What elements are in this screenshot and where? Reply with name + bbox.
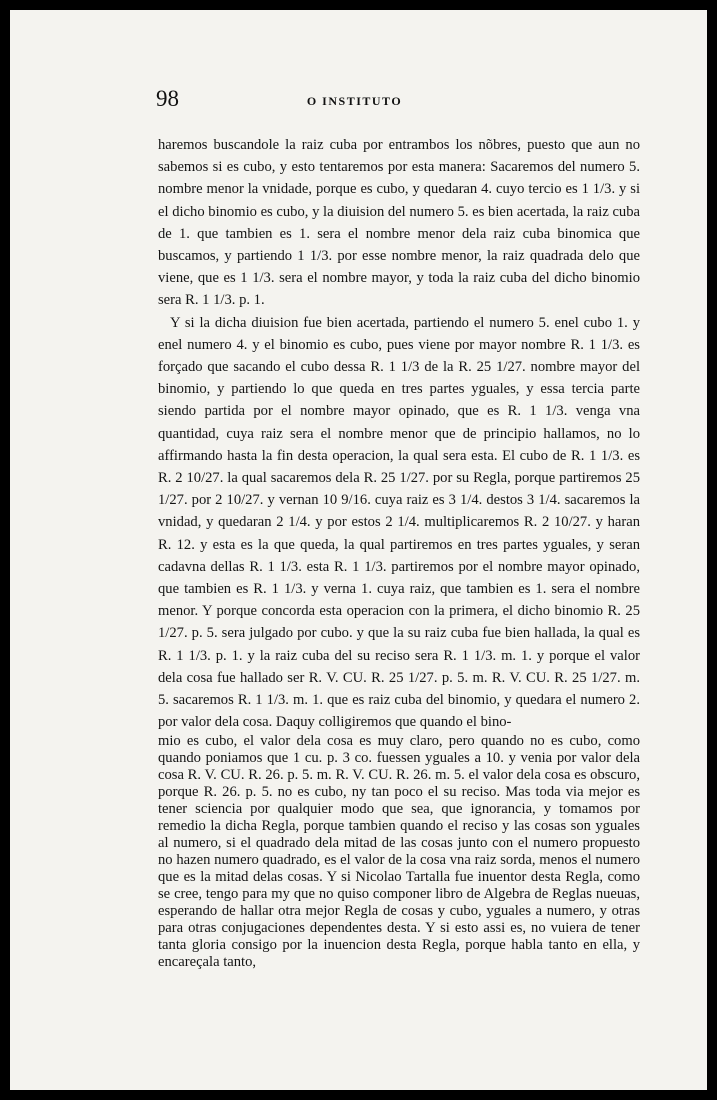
- paragraph-3: mio es cubo, el valor dela cosa es muy claro, pero quando no es cubo, como quando poniamos que 1 cu. p. 3 co. fuessen yguales a 10. y venia por valor dela cosa R. V. CU. R. 26. p. 5. m. R. V. CU. R. 26. m. 5. el valor dela cosa es obscuro, porque R. 26. p. 5. no es cubo, ny tan poco el su reciso. Mas toda via mejor es tener sciencia por qualquier modo que sea, que ignorancia, y tomamos por remedio la dicha Regla, porque tambien quando el reciso y las cosas son yguales al numero, si el quadrado dela mitad de las cosas junto con el numero propuesto no hazen numero quadrado, es el valor de la cosa vna raiz sorda, menos el numero que es la mitad delas cosas. Y si Nicolao Tartalla fue inuentor desta Regla, como se cree, tengo para my que no quiso componer libro de Algebra de Reglas nueuas, esperando de hallar otra mejor Regla de cosas y cubo, yguales a numero, y otras para otras conjugaciones dependentes desta. Y si esto assi es, no vuiera de tener tanta gloria consigo por la inuencion desta Regla, porque habla tanto en ella, y encareçala tanto,: [158, 733, 640, 971]
- running-title: O INSTITUTO: [306, 94, 403, 108]
- page-number: 98: [156, 86, 179, 111]
- paragraph-2: Y si la dicha diuision fue bien acertada, partiendo el numero 5. enel cubo 1. y enel numero 4. y el binomio es cubo, pues viene por mayor nombre R. 1 1/3. es forçado que sacando el cubo dessa R. 1 1/3 de la R. 25 1/27. nombre mayor del binomio, y partiendo lo que queda en tres partes yguales, y essa tercia parte siendo partida por el nombre mayor opinado, que es R. 1 1/3. venga vna quantidad, cuya raiz sera el nombre menor que de principio hallamos, no lo affirmando hasta la fin desta operacion, la qual sera esta. El cubo de R. 1 1/3. es R. 2 10/27. la qual sacaremos dela R. 25 1/27. por su Regla, porque partiremos 25 1/27. por 2 10/27. y vernan 10 9/16. cuya raiz es 3 1/4. destos 3 1/4. sacaremos la vnidad, y quedaran 2 1/4. y por estos 2 1/4. multiplicaremos R. 2 10/27. y haran R. 12. y esta es la que queda, la qual partiremos en tres partes yguales, y seran cadavna dellas R. 1 1/3. esta R. 1 1/3. partiremos por el nombre mayor opinado, que tambien es R. 1 1/3. y verna 1. cuya raiz, que tambien es 1. sera el nombre menor. Y porque concorda esta operacion con la primera, el dicho binomio R. 25 1/27. p. 5. sera julgado por cubo. y que la su raiz cuba fue bien hallada, la qual es R. 1 1/3. p. 1. y la raiz cuba del su reciso sera R. 1 1/3. m. 1. y porque el valor dela cosa fue hallado ser R. V. CU. R. 25 1/27. p. 5. m. R. V. CU. R. 25 1/27. m. 5. sacaremos R. 1 1/3. m. 1. que es raiz cuba del binomio, y quedara el numero 2. por valor dela cosa. Daquy colligiremos que quando el bino-: [158, 314, 640, 731]
- paragraph-1: haremos buscandole la raiz cuba por entrambos los nõbres, puesto que aun no sabemos si es cubo, y esto tentaremos por esta manera: Sacaremos del numero 5. nombre menor la vnidade, porque es cubo, y quedaran 4. cuyo tercio es 1 1/3. y si el dicho binomio es cubo, y la diuision del numero 5. es bien acertada, la raiz cuba de 1. que tambien es 1. sera el nombre menor dela raiz cuba binomica que buscamos, y partiendo 1 1/3. por esse nombre menor, la raiz quadrada delo que viene, que es 1 1/3. sera el nombre mayor, y toda la raiz cuba del dicho binomio sera R. 1 1/3. p. 1.: [158, 137, 640, 309]
- body-text: [158, 134, 640, 971]
- page-header: [156, 86, 553, 116]
- book-page: [10, 10, 707, 1090]
